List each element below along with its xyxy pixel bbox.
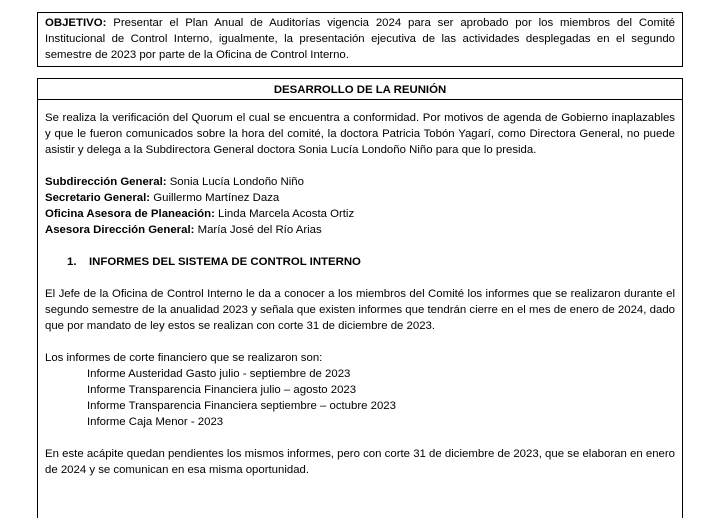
- quorum-paragraph: Se realiza la verificación del Quorum el cual se encuentra a conformidad. Por motivos de agenda de Gobierno inaplazables y que le fueron comunicados sobre la hora del comité, la doctora Patricia Tobón Yagarí, como Directora General, no puede asistir y delega a la Subdirectora General doctora Sonia Lucía Londoño Niño para que lo presida.: [45, 112, 675, 156]
- attendee-name: Sonia Lucía Londoño Niño: [166, 176, 304, 188]
- attendee-role: Asesora Dirección General:: [45, 224, 195, 236]
- attendee-role: Subdirección General:: [45, 176, 167, 188]
- objective-body: Presentar el Plan Anual de Auditorías vigencia 2024 para ser aprobado por los miembros del Comité Institucional de Control Interno, igualmente, la presentación ejecutiva de las actividades desplegadas en el segundo semestre de 2023 por parte de la Oficina de Control Interno.: [45, 17, 675, 61]
- attendee-name: Guillermo Martínez Daza: [150, 192, 280, 204]
- financial-reports-list: [45, 366, 675, 430]
- objective-box: [37, 12, 683, 67]
- attendee-role: Oficina Asesora de Planeación:: [45, 208, 215, 220]
- section-heading: DESARROLLO DE LA REUNIÓN: [38, 79, 682, 100]
- meeting-development-box: [37, 78, 683, 518]
- attendee-row: [45, 190, 675, 206]
- list-item: Informe Austeridad Gasto julio - septiembre de 2023: [87, 368, 351, 380]
- attendee-name: María José del Río Arias: [194, 224, 322, 236]
- attendee-list: [45, 174, 675, 238]
- list-item: Informe Transparencia Financiera julio – agosto 2023: [87, 384, 357, 396]
- attendee-row: [45, 222, 675, 238]
- meeting-content: [38, 100, 682, 478]
- list-item: Informe Caja Menor - 2023: [87, 416, 224, 428]
- attendee-row: [45, 174, 675, 190]
- pending-reports-paragraph: En este acápite quedan pendientes los mismos informes, pero con corte 31 de diciembre de 2023, que se elaboran en enero de 2024 y se comunican en esa misma oportunidad.: [45, 448, 675, 476]
- section-1-number: 1.: [67, 256, 77, 268]
- section-1-title: [45, 254, 675, 270]
- objective-label: OBJETIVO:: [45, 17, 107, 29]
- section-1-label: INFORMES DEL SISTEMA DE CONTROL INTERNO: [89, 256, 361, 268]
- attendee-name: Linda Marcela Acosta Ortiz: [214, 208, 355, 220]
- control-report-paragraph: El Jefe de la Oficina de Control Interno le da a conocer a los miembros del Comité los informes que se realizaron durante el segundo semestre de la anualidad 2023 y señala que existen informes que tendrán cierre en el mes de enero de 2024, dado que por mandato de ley estos se realizan con corte 31 de diciembre de 2023.: [45, 288, 675, 332]
- attendee-row: [45, 206, 675, 222]
- attendee-role: Secretario General:: [45, 192, 151, 204]
- financial-reports-intro: Los informes de corte financiero que se realizaron son:: [45, 352, 323, 364]
- objective-text: [45, 15, 675, 63]
- list-item: Informe Transparencia Financiera septiembre – octubre 2023: [87, 400, 396, 412]
